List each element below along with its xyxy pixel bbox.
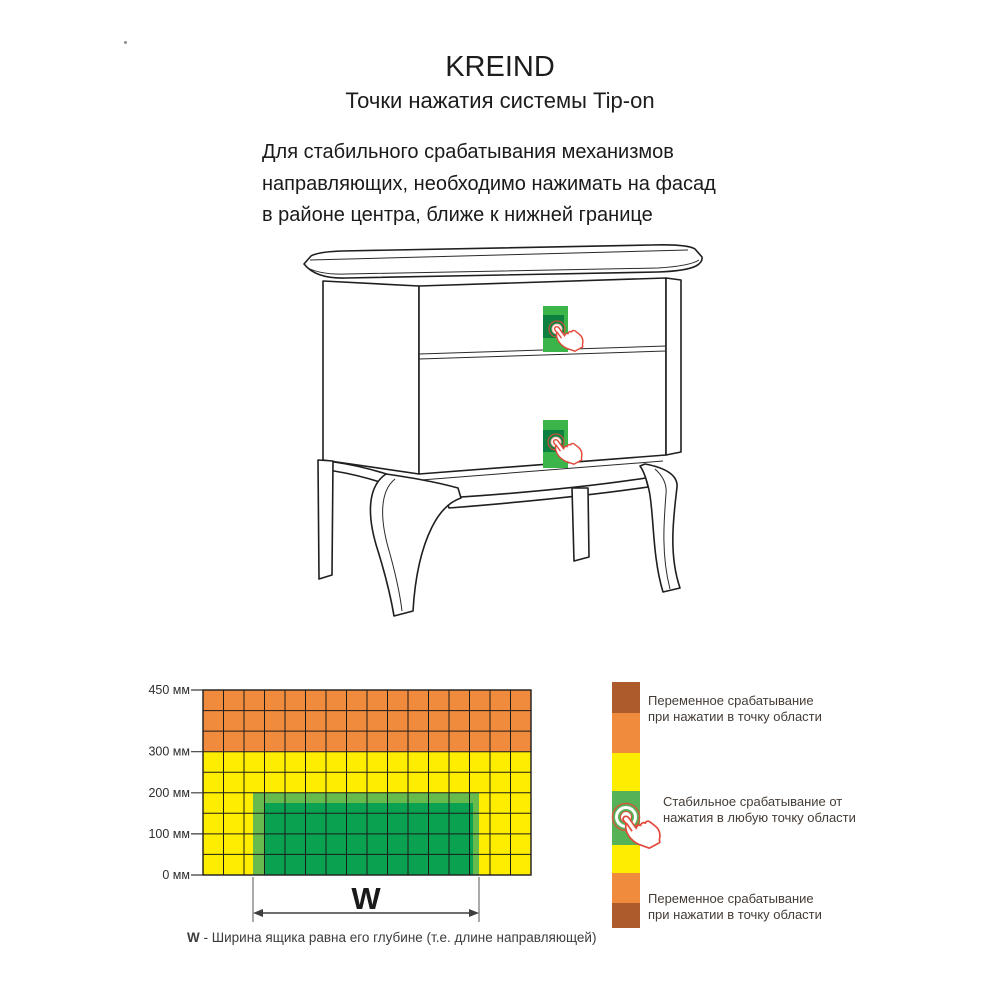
back-left-leg: [318, 460, 333, 579]
legend-label-line: нажатия в любую точку области: [663, 809, 856, 825]
cabinet-left-panel: [323, 281, 419, 474]
axis-label-200: 200 мм: [148, 785, 190, 800]
stray-dot: [124, 41, 127, 44]
legend-segment-brown-top: [612, 682, 640, 713]
legend-segment-yellow-top: [612, 753, 640, 791]
cabinet-top: [304, 245, 702, 278]
arrow-left-icon: [253, 909, 263, 917]
page-title: KREIND: [445, 51, 555, 83]
legend-label-line: при нажатии в точку области: [648, 906, 822, 922]
legend-label-line: при нажатии в точку области: [648, 708, 822, 724]
front-rail: [446, 478, 648, 508]
back-right-leg: [572, 488, 589, 561]
intro-line-2: направляющих, необходимо нажимать на фасад: [262, 172, 716, 195]
press-zone-diagram: [140, 678, 560, 968]
legend-label-stable: [663, 794, 856, 825]
legend-label-line: Переменное срабатывание: [648, 693, 814, 708]
legend-label-variable-top: [648, 693, 822, 724]
legend-segment-orange-bottom: [612, 873, 640, 903]
axis-label-100: 100 мм: [148, 826, 190, 841]
intro-line-3: в районе центра, ближе к нижней границе: [262, 204, 653, 226]
axis-label-300: 300 мм: [148, 744, 190, 759]
legend-label-variable-bottom: [648, 891, 822, 922]
front-left-leg: [370, 474, 461, 616]
caption-text: - Ширина ящика равна его глубине (т.е. длине направляющей): [199, 930, 597, 945]
axis-labels: [148, 683, 190, 882]
cabinet-body: [323, 278, 681, 480]
diagram-caption: [187, 930, 596, 945]
intro-text: [262, 137, 716, 232]
intro-line-1: Для стабильного срабатывания механизмов: [262, 141, 674, 163]
width-label: W: [351, 881, 381, 916]
width-dimension: [253, 877, 479, 922]
axis-ticks: [191, 690, 203, 875]
arrow-right-icon: [469, 909, 479, 917]
axis-label-450: 450 мм: [148, 683, 190, 697]
legend-label-line: Переменное срабатывание: [648, 891, 814, 906]
page-subtitle: Точки нажатия системы Tip-on: [345, 88, 655, 113]
legend-label-line: Стабильное срабатывание от: [663, 794, 843, 809]
axis-label-0: 0 мм: [162, 868, 190, 882]
top-slab: [304, 245, 702, 278]
legend-segment-brown-bottom: [612, 903, 640, 928]
legend-segment-orange-top: [612, 713, 640, 753]
cabinet-base: [318, 460, 680, 616]
cabinet-right-edge: [666, 278, 681, 455]
cabinet-front-face: [419, 278, 666, 474]
nightstand-drawing: [295, 240, 710, 635]
caption-bold-w: W: [187, 930, 200, 945]
